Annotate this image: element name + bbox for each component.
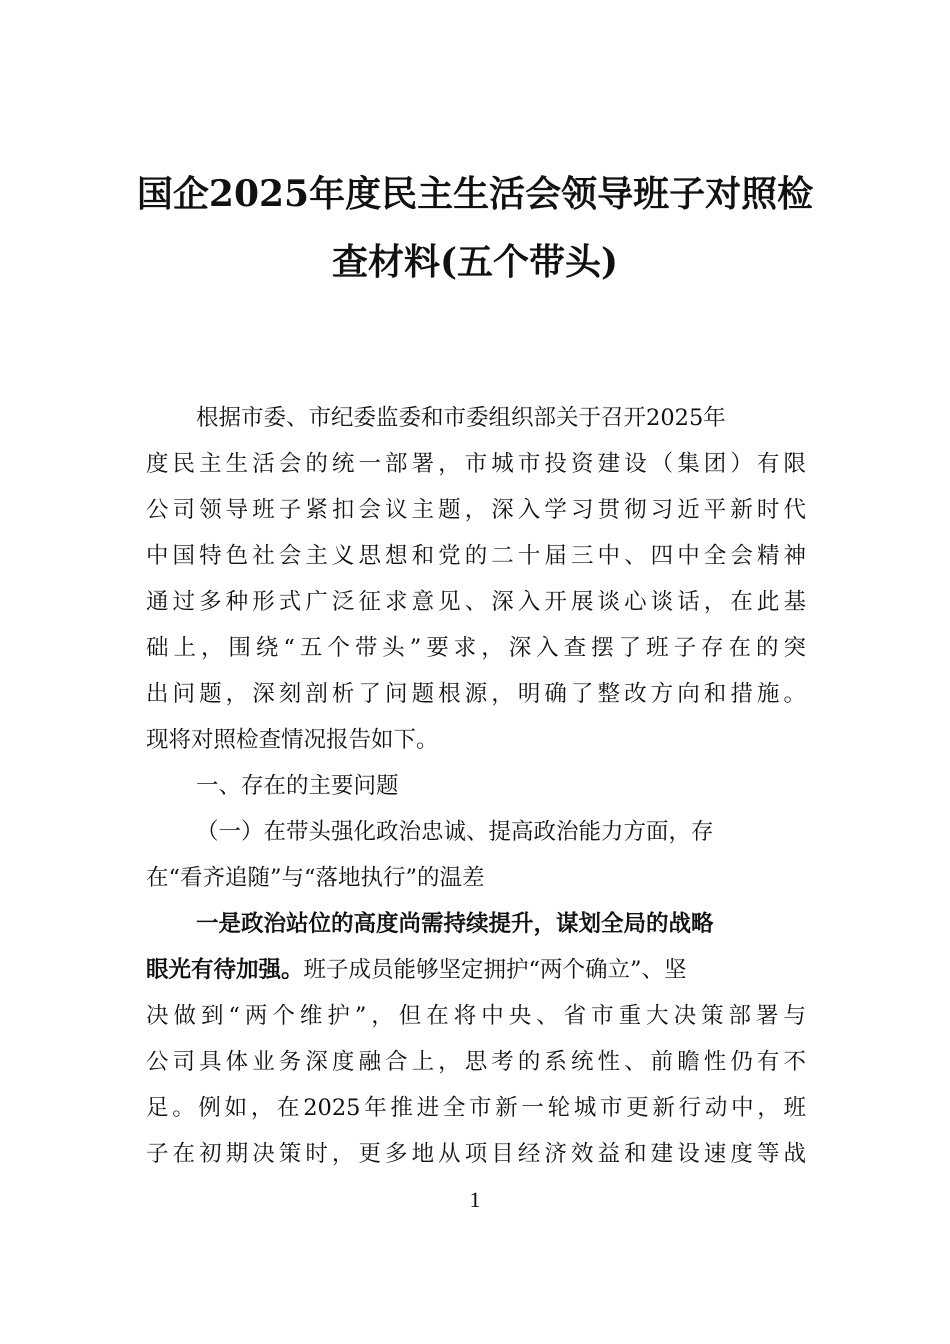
subsection-heading-line: （一）在带头强化政治忠诚、提高政治能力方面，存 <box>196 819 714 845</box>
paragraph-line: 公司领导班子紧扣会议主题，深入学习贯彻习近平新时代 <box>146 497 806 523</box>
paragraph-line: 出问题，深刻剖析了问题根源，明确了整改方向和措施。 <box>146 681 806 707</box>
document-title-line-2: 查材料(五个带头) <box>331 241 619 283</box>
paragraph-line: 决做到“两个维护”，但在将中央、省市重大决策部署与 <box>146 1003 806 1029</box>
paragraph-line: 子在初期决策时，更多地从项目经济效益和建设速度等战 <box>146 1141 806 1167</box>
section-heading: 一、存在的主要问题 <box>196 773 399 799</box>
paragraph-line: 现将对照检查情况报告如下。 <box>146 727 439 753</box>
paragraph-line: 础上，围绕“五个带头”要求，深入查摆了班子存在的突 <box>146 635 806 661</box>
point-body-text: 班子成员能够坚定拥护“两个确立”、坚 <box>303 957 687 983</box>
subsection-heading-line: 在“看齐追随”与“落地执行”的温差 <box>146 865 485 891</box>
point-mixed-line <box>146 954 806 986</box>
paragraph-line: 根据市委、市纪委监委和市委组织部关于召开2025年 <box>196 405 726 431</box>
point-bold-text: 眼光有待加强。 <box>146 957 304 983</box>
point-bold-text: 一是政治站位的高度尚需持续提升，谋划全局的战略 <box>196 911 714 937</box>
paragraph-line: 公司具体业务深度融合上，思考的系统性、前瞻性仍有不 <box>146 1049 806 1075</box>
page-number: 1 <box>469 1187 481 1212</box>
paragraph-line: 中国特色社会主义思想和党的二十届三中、四中全会精神 <box>146 543 806 569</box>
paragraph-line: 通过多种形式广泛征求意见、深入开展谈心谈话，在此基 <box>146 589 806 615</box>
document-title-line-1: 国企2025年度民主生活会领导班子对照检 <box>136 173 814 215</box>
paragraph-line: 足。例如，在2025年推进全市新一轮城市更新行动中，班 <box>146 1095 806 1121</box>
paragraph-line: 度民主生活会的统一部署，市城市投资建设（集团）有限 <box>146 451 806 477</box>
